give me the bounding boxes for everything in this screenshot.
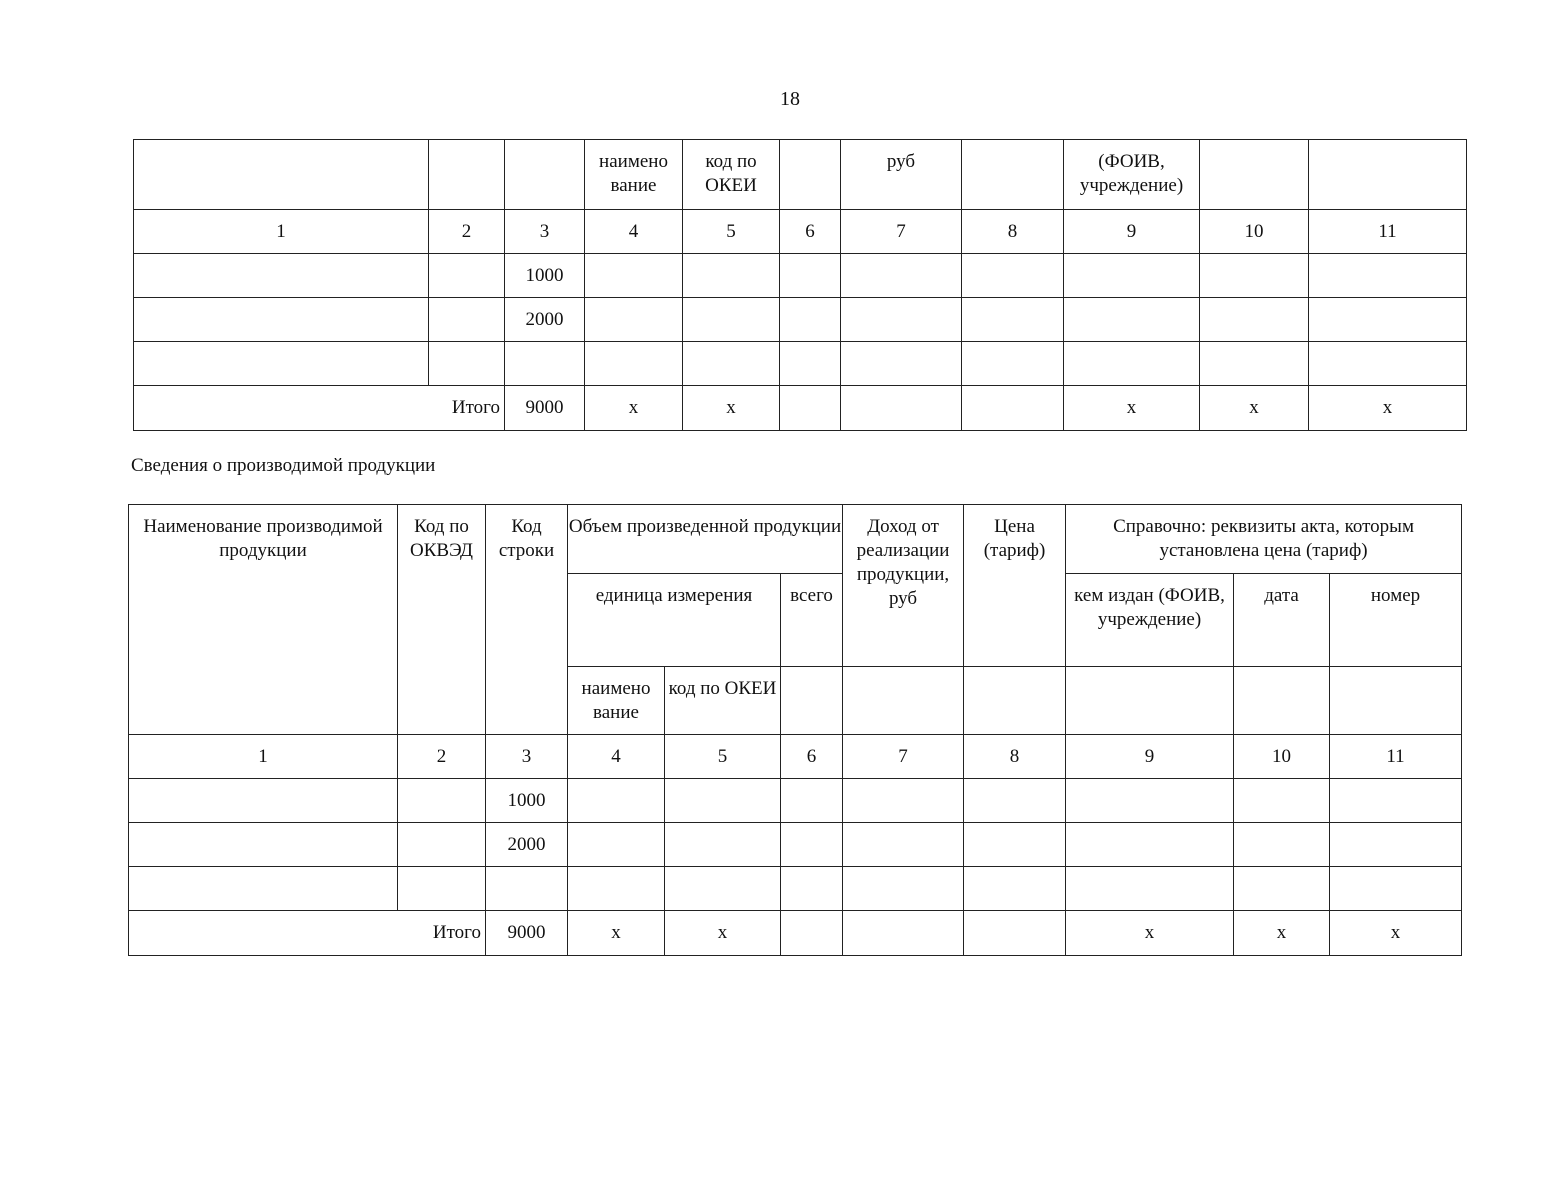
col-number: 3 <box>505 210 585 254</box>
income-header: Доход от реализации продукции, руб <box>843 505 964 667</box>
table-continuation <box>133 139 1467 431</box>
header-row-1 <box>129 505 1462 574</box>
total-x: x <box>665 911 781 956</box>
line-code <box>486 867 568 911</box>
table-row <box>129 823 1462 867</box>
col-number: 5 <box>683 210 780 254</box>
column-number-row <box>134 210 1467 254</box>
table-row <box>129 867 1462 911</box>
table-row <box>134 254 1467 298</box>
issued-by-header: кем издан (ФОИВ, учреждение) <box>1066 574 1234 667</box>
col-number: 10 <box>1234 735 1330 779</box>
section-title: Сведения о производимой продукции <box>131 455 436 476</box>
total-x: x <box>1066 911 1234 956</box>
total-row <box>134 386 1467 431</box>
column-number-row <box>129 735 1462 779</box>
total-x: x <box>568 911 665 956</box>
income-header: руб <box>841 140 962 210</box>
col-number: 4 <box>568 735 665 779</box>
issued-by-header: (ФОИВ, учреждение) <box>1064 140 1200 210</box>
col-number: 6 <box>781 735 843 779</box>
col-number: 7 <box>841 210 962 254</box>
total-x: x <box>1330 911 1462 956</box>
col-number: 9 <box>1064 210 1200 254</box>
total-code: 9000 <box>486 911 568 956</box>
total-x: x <box>1234 911 1330 956</box>
total-row <box>129 911 1462 956</box>
line-code <box>505 342 585 386</box>
col-number: 10 <box>1200 210 1309 254</box>
col-number: 11 <box>1330 735 1462 779</box>
table-row <box>134 298 1467 342</box>
page-number: 18 <box>780 88 800 110</box>
col-number: 4 <box>585 210 683 254</box>
col-number: 1 <box>134 210 429 254</box>
total-x: x <box>683 386 780 431</box>
unit-okei-header: код по ОКЕИ <box>683 140 780 210</box>
table-row <box>134 342 1467 386</box>
total-x: x <box>1200 386 1309 431</box>
col-number: 8 <box>962 210 1064 254</box>
produced-products-table <box>128 504 1462 956</box>
col-number: 3 <box>486 735 568 779</box>
reference-header: Справочно: реквизиты акта, которым установлена цена (тариф) <box>1066 505 1462 574</box>
col-number: 2 <box>398 735 486 779</box>
line-code: 2000 <box>486 823 568 867</box>
col-number: 11 <box>1309 210 1467 254</box>
total-code: 9000 <box>505 386 585 431</box>
total-x: x <box>1309 386 1467 431</box>
price-header: Цена (тариф) <box>964 505 1066 667</box>
col-number: 9 <box>1066 735 1234 779</box>
number-header: номер <box>1330 574 1462 667</box>
line-code: 2000 <box>505 298 585 342</box>
total-x: x <box>585 386 683 431</box>
col-number: 1 <box>129 735 398 779</box>
col-number: 6 <box>780 210 841 254</box>
unit-okei-header: код по ОКЕИ <box>665 667 781 735</box>
unit-header: единица измерения <box>568 574 781 667</box>
total-label: Итого <box>134 386 505 431</box>
total-x: x <box>1064 386 1200 431</box>
product-name-header: Наименование производимой продукции <box>129 505 398 735</box>
line-code: 1000 <box>486 779 568 823</box>
total-label: Итого <box>129 911 486 956</box>
col-number: 7 <box>843 735 964 779</box>
line-code: 1000 <box>505 254 585 298</box>
table-row <box>129 779 1462 823</box>
col-number: 5 <box>665 735 781 779</box>
date-header: дата <box>1234 574 1330 667</box>
unit-name-header: наимено вание <box>585 140 683 210</box>
col-number: 2 <box>429 210 505 254</box>
unit-name-header: наимено вание <box>568 667 665 735</box>
col-number: 8 <box>964 735 1066 779</box>
header-fragment-row <box>134 140 1467 210</box>
volume-total-header: всего <box>781 574 843 667</box>
volume-header: Объем произведенной продукции <box>568 505 843 574</box>
line-code-header: Код строки <box>486 505 568 735</box>
okved-header: Код по ОКВЭД <box>398 505 486 735</box>
